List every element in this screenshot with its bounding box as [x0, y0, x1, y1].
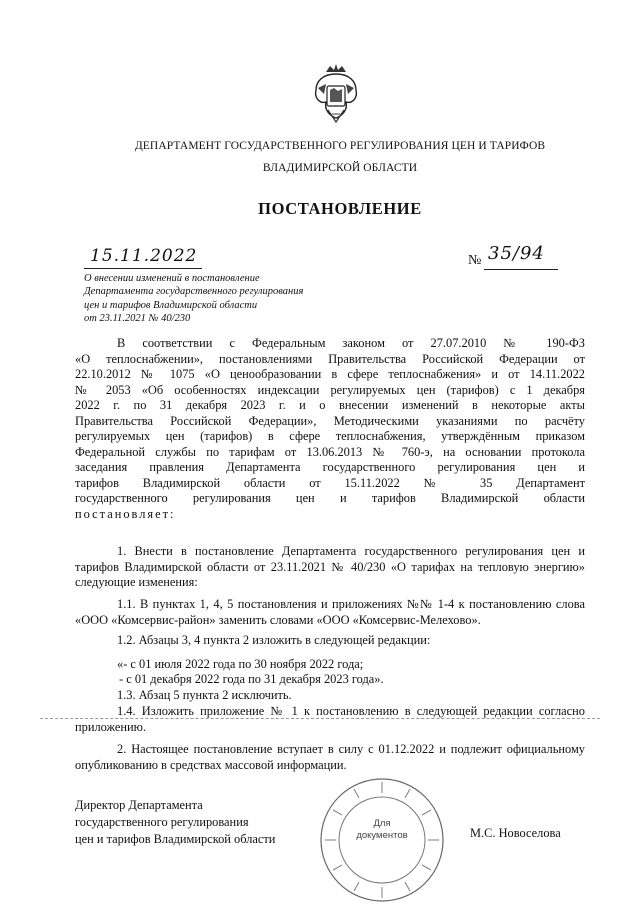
- item-1-2-quote-line1: «- с 01 июля 2022 года по 30 ноября 2022 года;: [117, 657, 364, 671]
- date-underline: [84, 268, 202, 269]
- signatory-position-line: Директор Департамента: [75, 798, 203, 812]
- decree-word: постановляет:: [75, 506, 176, 521]
- item-1-1: 1.1. В пунктах 1, 4, 5 постановления и приложениях №№ 1-4 к постановлению слова «ООО «Комсервис-район» заменить словами «ООО «Комсервис-Мелехово».: [75, 597, 585, 627]
- coat-of-arms-emblem: [312, 64, 360, 126]
- document-title: ПОСТАНОВЛЕНИЕ: [258, 199, 422, 218]
- document-subject: [84, 272, 303, 325]
- preamble-line: государственного регулирования цен и тарифов Владимирской области: [75, 491, 585, 505]
- item-1-2: 1.2. Абзацы 3, 4 пункта 2 изложить в следующей редакции:: [117, 633, 431, 647]
- document-date: 15.11.2022: [90, 246, 198, 266]
- department-name-line1: ДЕПАРТАМЕНТ ГОСУДАРСТВЕННОГО РЕГУЛИРОВАНИЯ ЦЕН И ТАРИФОВ: [134, 140, 546, 152]
- stamp-label-line: Для: [373, 818, 391, 829]
- preamble-line: № 2053 «Об особенностях индексации регулируемых цен (тарифов) с 1 декабря: [75, 382, 585, 397]
- preamble-line: 2022 г. по 31 декабря 2023 г. и о внесении изменений в некоторые акты: [75, 398, 585, 412]
- item-1: 1. Внести в постановление Департамента государственного регулирования цен и тарифов Владимирской области от 23.11.2021 № 40/230 «О тарифах на тепловую энергию» следующие изменения:: [75, 544, 585, 589]
- preamble-line: тарифов Владимирской области от 15.11.2022 № 35 Департамент: [75, 475, 585, 490]
- signatory-position-line: цен и тарифов Владимирской области: [75, 832, 276, 846]
- subject-line: от 23.11.2021 № 40/230: [84, 312, 191, 324]
- item-2: 2. Настоящее постановление вступает в силу с 01.12.2022 и подлежит официальному опубликованию в средствах массовой информации.: [75, 742, 585, 772]
- department-name-line2: ВЛАДИМИРСКОЙ ОБЛАСТИ: [262, 162, 418, 174]
- document-number: 35/94: [488, 243, 545, 264]
- stamp-label-line: документов: [356, 830, 408, 841]
- preamble-paragraph: [75, 336, 585, 522]
- item-1-3: 1.3. Абзац 5 пункта 2 исключить.: [117, 688, 292, 702]
- preamble-line: 22.10.2012 № 1075 «О ценообразовании в сфере теплоснабжения» и от 14.11.2022: [75, 367, 585, 381]
- subject-line: О внесении изменений в постановление: [84, 273, 260, 284]
- number-underline: [484, 269, 558, 270]
- preamble-line: В соответствии с Федеральным законом от 27.07.2010 № 190-ФЗ: [117, 336, 585, 350]
- preamble-line: заседания правления Департамента государственного регулирования цен и: [75, 460, 585, 474]
- preamble-line: Федеральной службы по тарифам от 13.06.2013 № 760-э, на основании протокола: [75, 444, 585, 459]
- item-1-2-quote-line2: - с 01 декабря 2022 года по 31 декабря 2023 года».: [119, 672, 384, 686]
- signatory-position: [75, 797, 275, 848]
- signatory-position-line: государственного регулирования: [75, 815, 249, 829]
- number-sign: №: [468, 253, 482, 268]
- item-1-4: 1.4. Изложить приложение № 1 к постановлению в следующей редакции согласно приложению.: [75, 704, 585, 734]
- signatory-name: М.С. Новоселова: [470, 826, 561, 840]
- stamp-label: [337, 818, 427, 842]
- preamble-line: регулируемых цен (тарифов) в сфере теплоснабжения, утверждённым приказом: [75, 429, 585, 443]
- preamble-line: «О теплоснабжении», постановлениями Правительства Российской Федерации от: [75, 351, 585, 366]
- subject-line: Департамента государственного регулирования: [84, 286, 304, 298]
- preamble-line: Правительства Российской Федерации», Методическими указаниями по расчёту: [75, 413, 585, 428]
- subject-line: цен и тарифов Владимирской области: [84, 299, 258, 311]
